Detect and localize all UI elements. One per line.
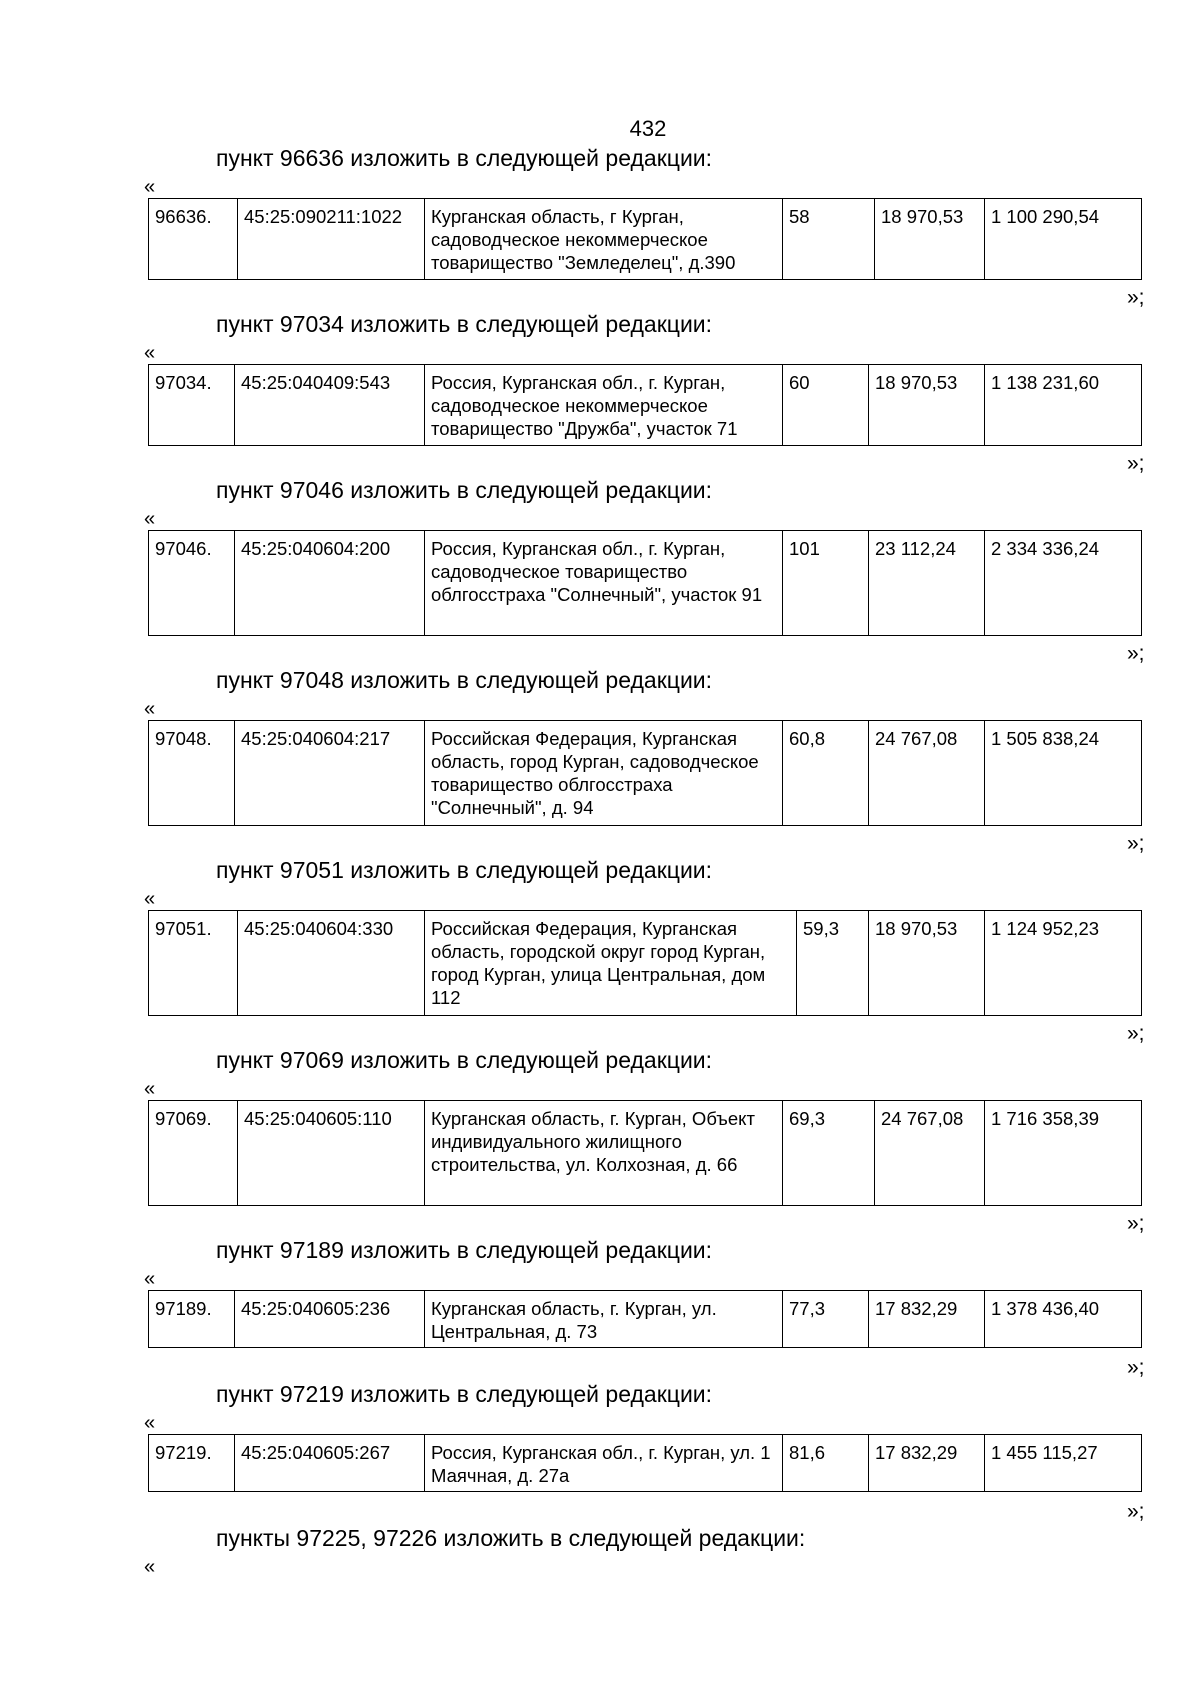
amendment-table xyxy=(148,910,1142,1016)
amendment-table xyxy=(148,530,1142,636)
amendment-heading: пункт 97069 изложить в следующей редакции: xyxy=(216,1047,713,1073)
cadastral-value: 2 334 336,24 xyxy=(985,531,1142,636)
amendment-table xyxy=(148,1100,1142,1206)
close-quote: »; xyxy=(1127,642,1145,665)
rate: 23 112,24 xyxy=(869,531,985,636)
cadastral-value: 1 505 838,24 xyxy=(985,721,1142,826)
address: Российская Федерация, Курганская область, город Курган, садоводческое товарищество облгосстраха "Солнечный", д. 94 xyxy=(425,721,783,826)
close-quote: »; xyxy=(1127,286,1145,309)
address: Российская Федерация, Курганская область, городской округ город Курган, город Курган, улица Центральная, дом 112 xyxy=(425,911,797,1016)
amendment-table xyxy=(148,1290,1142,1348)
close-quote: »; xyxy=(1127,452,1145,475)
rate: 18 970,53 xyxy=(875,199,985,280)
cadastral-value: 1 378 436,40 xyxy=(985,1291,1142,1348)
amendment-heading: пункт 97034 изложить в следующей редакции: xyxy=(216,311,713,337)
close-quote: »; xyxy=(1127,1500,1145,1523)
page-number: 432 xyxy=(629,116,667,141)
amendment-heading: пункты 97225, 97226 изложить в следующей редакции: xyxy=(216,1525,806,1551)
area: 60 xyxy=(783,365,869,446)
table-row xyxy=(149,1435,1142,1492)
cadastral-value: 1 138 231,60 xyxy=(985,365,1142,446)
rate: 17 832,29 xyxy=(869,1435,985,1492)
amendment-heading: пункт 97219 изложить в следующей редакции: xyxy=(216,1381,713,1407)
amendment-heading: пункт 97048 изложить в следующей редакции: xyxy=(216,667,713,693)
cadastral-number: 45:25:040604:200 xyxy=(235,531,425,636)
rate: 24 767,08 xyxy=(869,721,985,826)
item-number: 97219. xyxy=(149,1435,235,1492)
close-quote: »; xyxy=(1127,832,1145,855)
cadastral-number: 45:25:040604:330 xyxy=(238,911,425,1016)
address: Россия, Курганская обл., г. Курган, ул. 1 Маячная, д. 27а xyxy=(425,1435,783,1492)
item-number: 96636. xyxy=(149,199,238,280)
amendment-table xyxy=(148,198,1142,280)
close-quote: »; xyxy=(1127,1212,1145,1235)
item-number: 97189. xyxy=(149,1291,235,1348)
item-number: 97069. xyxy=(149,1101,238,1206)
area: 81,6 xyxy=(783,1435,869,1492)
item-number: 97034. xyxy=(149,365,235,446)
table-row xyxy=(149,911,1142,1016)
address: Курганская область, г Курган, садоводческое некоммерческое товарищество "Земледелец", д.390 xyxy=(425,199,783,280)
amendment-table xyxy=(148,364,1142,446)
open-quote: « xyxy=(144,1268,156,1290)
amendment-heading: пункт 97051 изложить в следующей редакции: xyxy=(216,857,713,883)
table-row xyxy=(149,365,1142,446)
open-quote: « xyxy=(144,1412,156,1434)
amendment-heading: пункт 96636 изложить в следующей редакции: xyxy=(216,145,713,171)
cadastral-number: 45:25:040605:267 xyxy=(235,1435,425,1492)
area: 101 xyxy=(783,531,869,636)
close-quote: »; xyxy=(1127,1022,1145,1045)
open-quote: « xyxy=(144,1078,156,1100)
amendment-table xyxy=(148,720,1142,826)
cadastral-number: 45:25:040604:217 xyxy=(235,721,425,826)
table-row xyxy=(149,721,1142,826)
open-quote: « xyxy=(144,176,156,198)
area: 58 xyxy=(783,199,875,280)
area: 60,8 xyxy=(783,721,869,826)
table-row xyxy=(149,1101,1142,1206)
area: 77,3 xyxy=(783,1291,869,1348)
area: 59,3 xyxy=(797,911,869,1016)
item-number: 97051. xyxy=(149,911,238,1016)
address: Россия, Курганская обл., г. Курган, садоводческое товарищество облгосстраха "Солнечный", участок 91 xyxy=(425,531,783,636)
cadastral-value: 1 716 358,39 xyxy=(985,1101,1142,1206)
address: Курганская область, г. Курган, Объект индивидуального жилищного строительства, ул. Колхозная, д. 66 xyxy=(425,1101,783,1206)
amendment-table xyxy=(148,1434,1142,1492)
address: Россия, Курганская обл., г. Курган, садоводческое некоммерческое товарищество "Дружба", участок 71 xyxy=(425,365,783,446)
cadastral-value: 1 455 115,27 xyxy=(985,1435,1142,1492)
cadastral-number: 45:25:040409:543 xyxy=(235,365,425,446)
amendment-heading: пункт 97046 изложить в следующей редакции: xyxy=(216,477,713,503)
cadastral-value: 1 124 952,23 xyxy=(985,911,1142,1016)
open-quote: « xyxy=(144,888,156,910)
table-row xyxy=(149,1291,1142,1348)
rate: 17 832,29 xyxy=(869,1291,985,1348)
close-quote: »; xyxy=(1127,1356,1145,1379)
table-row xyxy=(149,199,1142,280)
address: Курганская область, г. Курган, ул. Центральная, д. 73 xyxy=(425,1291,783,1348)
rate: 18 970,53 xyxy=(869,911,985,1016)
cadastral-number: 45:25:040605:236 xyxy=(235,1291,425,1348)
item-number: 97046. xyxy=(149,531,235,636)
table-row xyxy=(149,531,1142,636)
rate: 24 767,08 xyxy=(875,1101,985,1206)
area: 69,3 xyxy=(783,1101,875,1206)
cadastral-number: 45:25:040605:110 xyxy=(238,1101,425,1206)
cadastral-number: 45:25:090211:1022 xyxy=(238,199,425,280)
item-number: 97048. xyxy=(149,721,235,826)
open-quote: « xyxy=(144,342,156,364)
cadastral-value: 1 100 290,54 xyxy=(985,199,1142,280)
open-quote: « xyxy=(144,1556,156,1578)
open-quote: « xyxy=(144,698,156,720)
open-quote: « xyxy=(144,508,156,530)
amendment-heading: пункт 97189 изложить в следующей редакции: xyxy=(216,1237,713,1263)
rate: 18 970,53 xyxy=(869,365,985,446)
